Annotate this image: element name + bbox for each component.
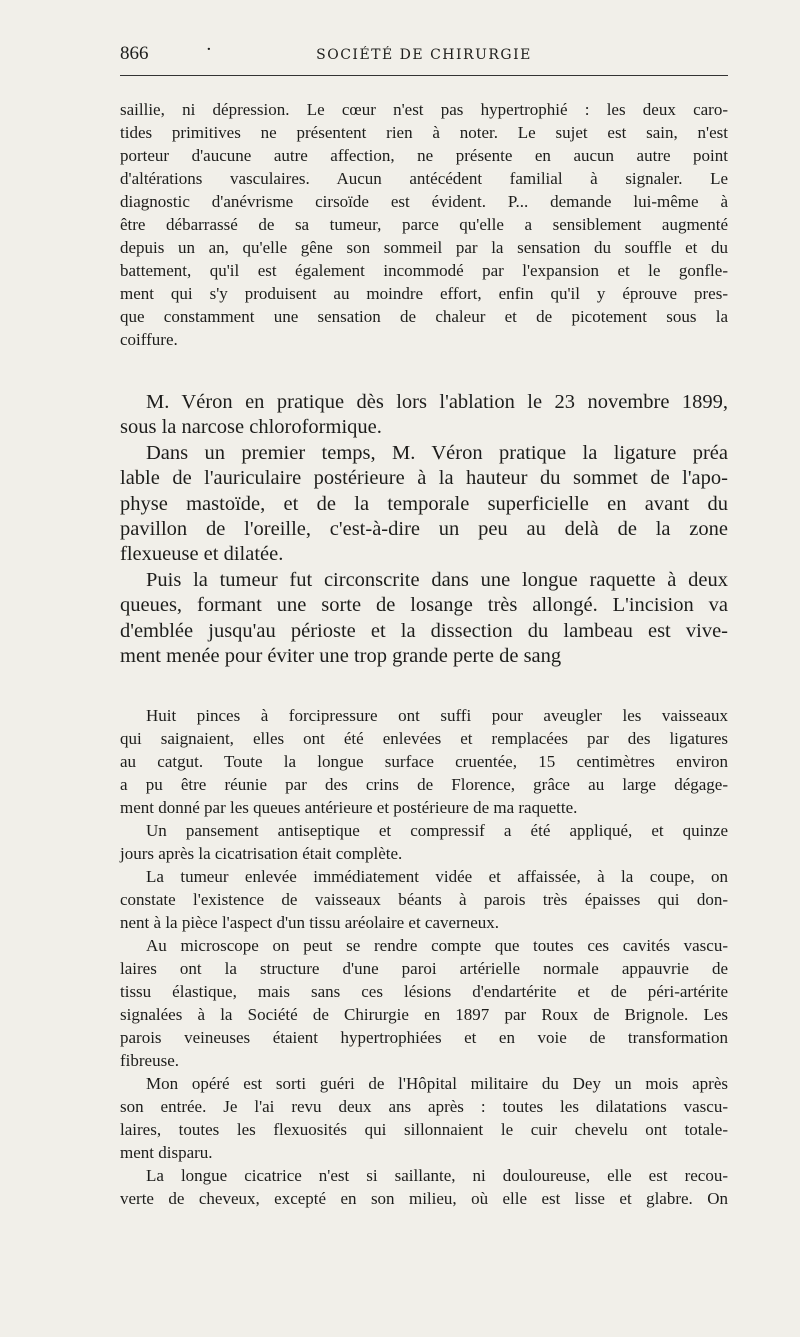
text-line: qui saignaient, elles ont été enlevées et remplacées par des ligatures bbox=[120, 729, 728, 748]
text-line: d'altérations vasculaires. Aucun antécédent familial à signaler. Le bbox=[120, 169, 728, 188]
text-line: depuis un an, qu'elle gêne son sommeil par la sensation du souffle et du bbox=[120, 238, 728, 257]
text-line: sous la narcose chloroformique. bbox=[120, 416, 382, 439]
text-line: ment disparu. bbox=[120, 1143, 213, 1162]
text-line: tissu élastique, mais sans ces lésions d'endartérite et de péri-artérite bbox=[120, 982, 728, 1001]
text-line: constate l'existence de vaisseaux béants à parois très épaisses qui don- bbox=[120, 890, 728, 909]
page-number: 866 bbox=[120, 43, 149, 64]
operation-paragraph bbox=[120, 390, 728, 669]
text-line: ment qui s'y produisent au moindre effort, enfin qu'il y éprouve pres- bbox=[120, 284, 728, 303]
text-line: queues, formant une sorte de losange très allongé. L'incision va bbox=[120, 594, 728, 617]
text-line: coiffure. bbox=[120, 330, 178, 349]
text-line: La tumeur enlevée immédiatement vidée et affaissée, à la coupe, on bbox=[146, 867, 728, 886]
text-line: laires, toutes les flexuosités qui sillonnaient le cuir chevelu ont totale- bbox=[120, 1120, 728, 1139]
header-rule bbox=[120, 75, 728, 76]
observation-paragraph-2 bbox=[120, 704, 728, 1210]
text-line: Au microscope on peut se rendre compte que toutes ces cavités vascu- bbox=[146, 936, 728, 955]
text-line: physe mastoïde, et de la temporale superficielle en avant du bbox=[120, 492, 728, 515]
text-line: jours après la cicatrisation était complète. bbox=[120, 844, 403, 863]
text-line: verte de cheveux, excepté en son milieu, où elle est lisse et glabre. On bbox=[120, 1189, 728, 1208]
text-line: fibreuse. bbox=[120, 1051, 180, 1070]
text-line: au catgut. Toute la longue surface cruentée, 15 centimètres environ bbox=[120, 752, 728, 771]
journal-title: SOCIÉTÉ DE CHIRURGIE bbox=[316, 47, 532, 63]
text-line: lable de l'auriculaire postérieure à la hauteur du sommet de l'apo- bbox=[120, 467, 728, 490]
text-line: Un pansement antiseptique et compressif a été appliqué, et quinze bbox=[146, 821, 728, 840]
text-line: La longue cicatrice n'est si saillante, ni douloureuse, elle est recou- bbox=[146, 1166, 728, 1185]
text-line: Mon opéré est sorti guéri de l'Hôpital militaire du Dey un mois après bbox=[146, 1074, 728, 1093]
text-line: ment donné par les queues antérieure et postérieure de ma raquette. bbox=[120, 798, 578, 817]
observation-paragraph-1 bbox=[120, 98, 728, 351]
text-line: porteur d'aucune autre affection, ne présente en aucun autre point bbox=[120, 146, 728, 165]
text-line: que constamment une sensation de chaleur et de picotement sous la bbox=[120, 307, 728, 326]
text-line: flexueuse et dilatée. bbox=[120, 543, 284, 566]
text-line: saillie, ni dépression. Le cœur n'est pas hypertrophié : les deux caro- bbox=[120, 100, 728, 119]
text-line: pavillon de l'oreille, c'est-à-dire un peu au delà de la zone bbox=[120, 518, 728, 541]
text-line: signalées à la Société de Chirurgie en 1897 par Roux de Brignole. Les bbox=[120, 1005, 728, 1024]
text-line: Huit pinces à forcipressure ont suffi pour aveugler les vaisseaux bbox=[146, 706, 728, 725]
text-line: battement, qu'il est également incommodé par l'expansion et le gonfle- bbox=[120, 261, 728, 280]
running-head bbox=[120, 40, 728, 70]
text-line: tides primitives ne présentent rien à noter. Le sujet est sain, n'est bbox=[120, 123, 728, 142]
text-line: d'emblée jusqu'au périoste et la dissection du lambeau est vive- bbox=[120, 619, 728, 642]
text-line: diagnostic d'anévrisme cirsoïde est évident. P... demande lui-même à bbox=[120, 192, 728, 211]
header-separator: · bbox=[206, 39, 212, 60]
text-line: parois veineuses étaient hypertrophiées et en voie de transformation bbox=[120, 1028, 728, 1047]
text-line: a pu être réunie par des crins de Florence, grâce au large dégage- bbox=[120, 775, 728, 794]
text-line: M. Véron en pratique dès lors l'ablation le 23 novembre 1899, bbox=[146, 391, 728, 413]
text-line: Dans un premier temps, M. Véron pratique la ligature préa bbox=[146, 441, 728, 464]
text-line: Puis la tumeur fut circonscrite dans une longue raquette à deux bbox=[146, 568, 728, 591]
text-line: son entrée. Je l'ai revu deux ans après : toutes les dilatations vascu- bbox=[120, 1097, 728, 1116]
text-line: nent à la pièce l'aspect d'un tissu aréolaire et caverneux. bbox=[120, 913, 500, 932]
text-line: être débarrassé de sa tumeur, parce qu'elle a sensiblement augmenté bbox=[120, 215, 728, 234]
text-line: ment menée pour éviter une trop grande perte de sang bbox=[120, 645, 562, 668]
text-line: laires ont la structure d'une paroi artérielle normale appauvrie de bbox=[120, 959, 728, 978]
